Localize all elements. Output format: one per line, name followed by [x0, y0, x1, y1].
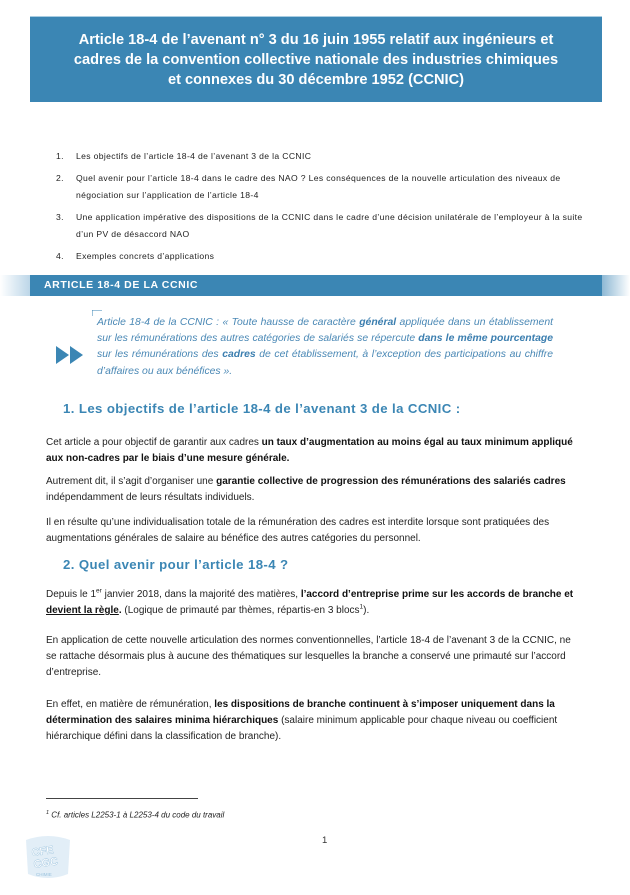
toc-number: 2. [56, 172, 64, 183]
page-number: 1 [322, 835, 328, 846]
toc-item [56, 207, 596, 246]
footnote-text: Cf. articles L2253-1 à L2253-4 du code du travail [49, 810, 225, 820]
logo-text: CHIMIE [36, 872, 52, 877]
toc-item [56, 146, 596, 168]
section-heading-1: 1. Les objectifs de l’article 18-4 de l’avenant 3 de la CCNIC : [63, 401, 461, 416]
paragraph: Il en résulte qu’une individualisation totale de la rémunération des cadres est interdite lorsque sont pratiquées des augmentations générales de salaire au bénéfice des autres catégories du personnel. [46, 517, 550, 544]
superscript: er [96, 587, 102, 595]
bold-run: les dispositions de branche continuent à s’imposer uniquement dans la détermination des salaires minima hiérarchiques [46, 699, 555, 726]
bold-run: . [118, 605, 122, 616]
page-title: Article 18-4 de l’avenant n° 3 du 16 juin 1955 relatif aux ingénieurs et cadres de la convention collective nationale des industries chimiques et connexes du 30 décembre 1952 (CCNIC) [73, 31, 559, 88]
cfe-cgc-logo [22, 834, 74, 882]
text-run: ). [363, 605, 370, 616]
paragraph: En application de cette nouvelle articulation des normes conventionnelles, l’article 18-4 de l’avenant 3 de la CCNIC, ne se rattache désormais plus à aucune des thématiques sur lesquelles la branche a conservé une primauté sur l’accord d’entreprise. [46, 635, 571, 678]
quote-block [56, 310, 556, 390]
paragraph [46, 587, 584, 619]
section-heading-2: 2. Quel avenir pour l’article 18-4 ? [63, 557, 289, 572]
toc-item [56, 168, 596, 207]
toc-text: Les objectifs de l’article 18-4 de l’avenant 3 de la CCNIC [76, 151, 312, 161]
footnote-mark: 1 [46, 810, 50, 816]
toc-number: 4. [56, 250, 64, 261]
footnote [46, 810, 224, 820]
toc-text: Quel avenir pour l’article 18-4 dans le cadre des NAO ? Les conséquences de la nouvelle articulation des niveaux de négociation sur l’application de l’article 18-4 [76, 172, 561, 200]
text-run: Cet article a pour objectif de garantir aux cadres [46, 437, 262, 448]
title-banner [30, 16, 602, 102]
logo-text: CGC [32, 855, 59, 871]
bold-run: un taux d’augmentation au moins égal au taux minimum appliqué aux non-cadres par le biais d’une mesure générale. [46, 437, 573, 464]
paragraph [46, 435, 584, 467]
toc-text: Une application impérative des dispositions de la CCNIC dans le cadre d’une décision unilatérale de l’employeur à la suite d’un PV de désaccord NAO [76, 211, 583, 239]
toc-number: 3. [56, 211, 64, 222]
underlined-run: devient la règle [46, 605, 119, 616]
quote-part: appliquée dans un établissement sur les rémunérations des autres catégories de salariés se répercute [97, 317, 553, 345]
section-bar-fade [0, 275, 30, 296]
bold-run: l’accord d’entreprise prime sur les accords de branche et [300, 589, 574, 600]
quote-part: de cet établissement, à l’exception des participations au chiffre d’affaires ou aux bénéfices ». [97, 349, 553, 377]
table-of-contents [56, 146, 596, 267]
section-bar: ARTICLE 18-4 DE LA CCNIC [30, 275, 602, 296]
quote-part: sur les rémunérations des [97, 349, 223, 361]
text-run: Autrement dit, il s’agit d’organiser une [46, 476, 217, 487]
text-run: (salaire minimum applicable pour chaque niveau ou coefficient hiérarchique défini dans la classification de branche). [46, 715, 558, 742]
text-run: indépendamment de leurs résultats individuels. [46, 492, 255, 503]
text-run: janvier 2018, dans la majorité des matières, [101, 589, 301, 600]
paragraph [46, 697, 584, 745]
double-arrow-icon [56, 346, 86, 364]
text-run: En effet, en matière de rémunération, [46, 699, 215, 710]
footnote-divider [46, 798, 198, 799]
footnote-ref[interactable]: 1 [359, 603, 364, 611]
quote-emphasis: dans le même pourcentage [418, 333, 554, 345]
logo-text: CFE [30, 844, 55, 860]
text-run: Depuis le 1 [46, 589, 97, 600]
quote-part: Article 18-4 de la CCNIC : « Toute hausse de caractère [97, 317, 360, 328]
section-bar-tail [602, 275, 630, 296]
quote-emphasis: général [359, 317, 397, 328]
toc-text: Exemples concrets d’applications [76, 250, 215, 261]
bold-run: garantie collective de progression des rémunérations des salariés cadres [216, 476, 566, 487]
text-run: (Logique de primauté par thèmes, répartis-en 3 blocs [121, 605, 360, 616]
paragraph [46, 474, 584, 506]
quote-emphasis: cadres [222, 349, 256, 361]
toc-item [56, 246, 596, 268]
quote-text [97, 315, 553, 380]
toc-number: 1. [56, 151, 64, 161]
